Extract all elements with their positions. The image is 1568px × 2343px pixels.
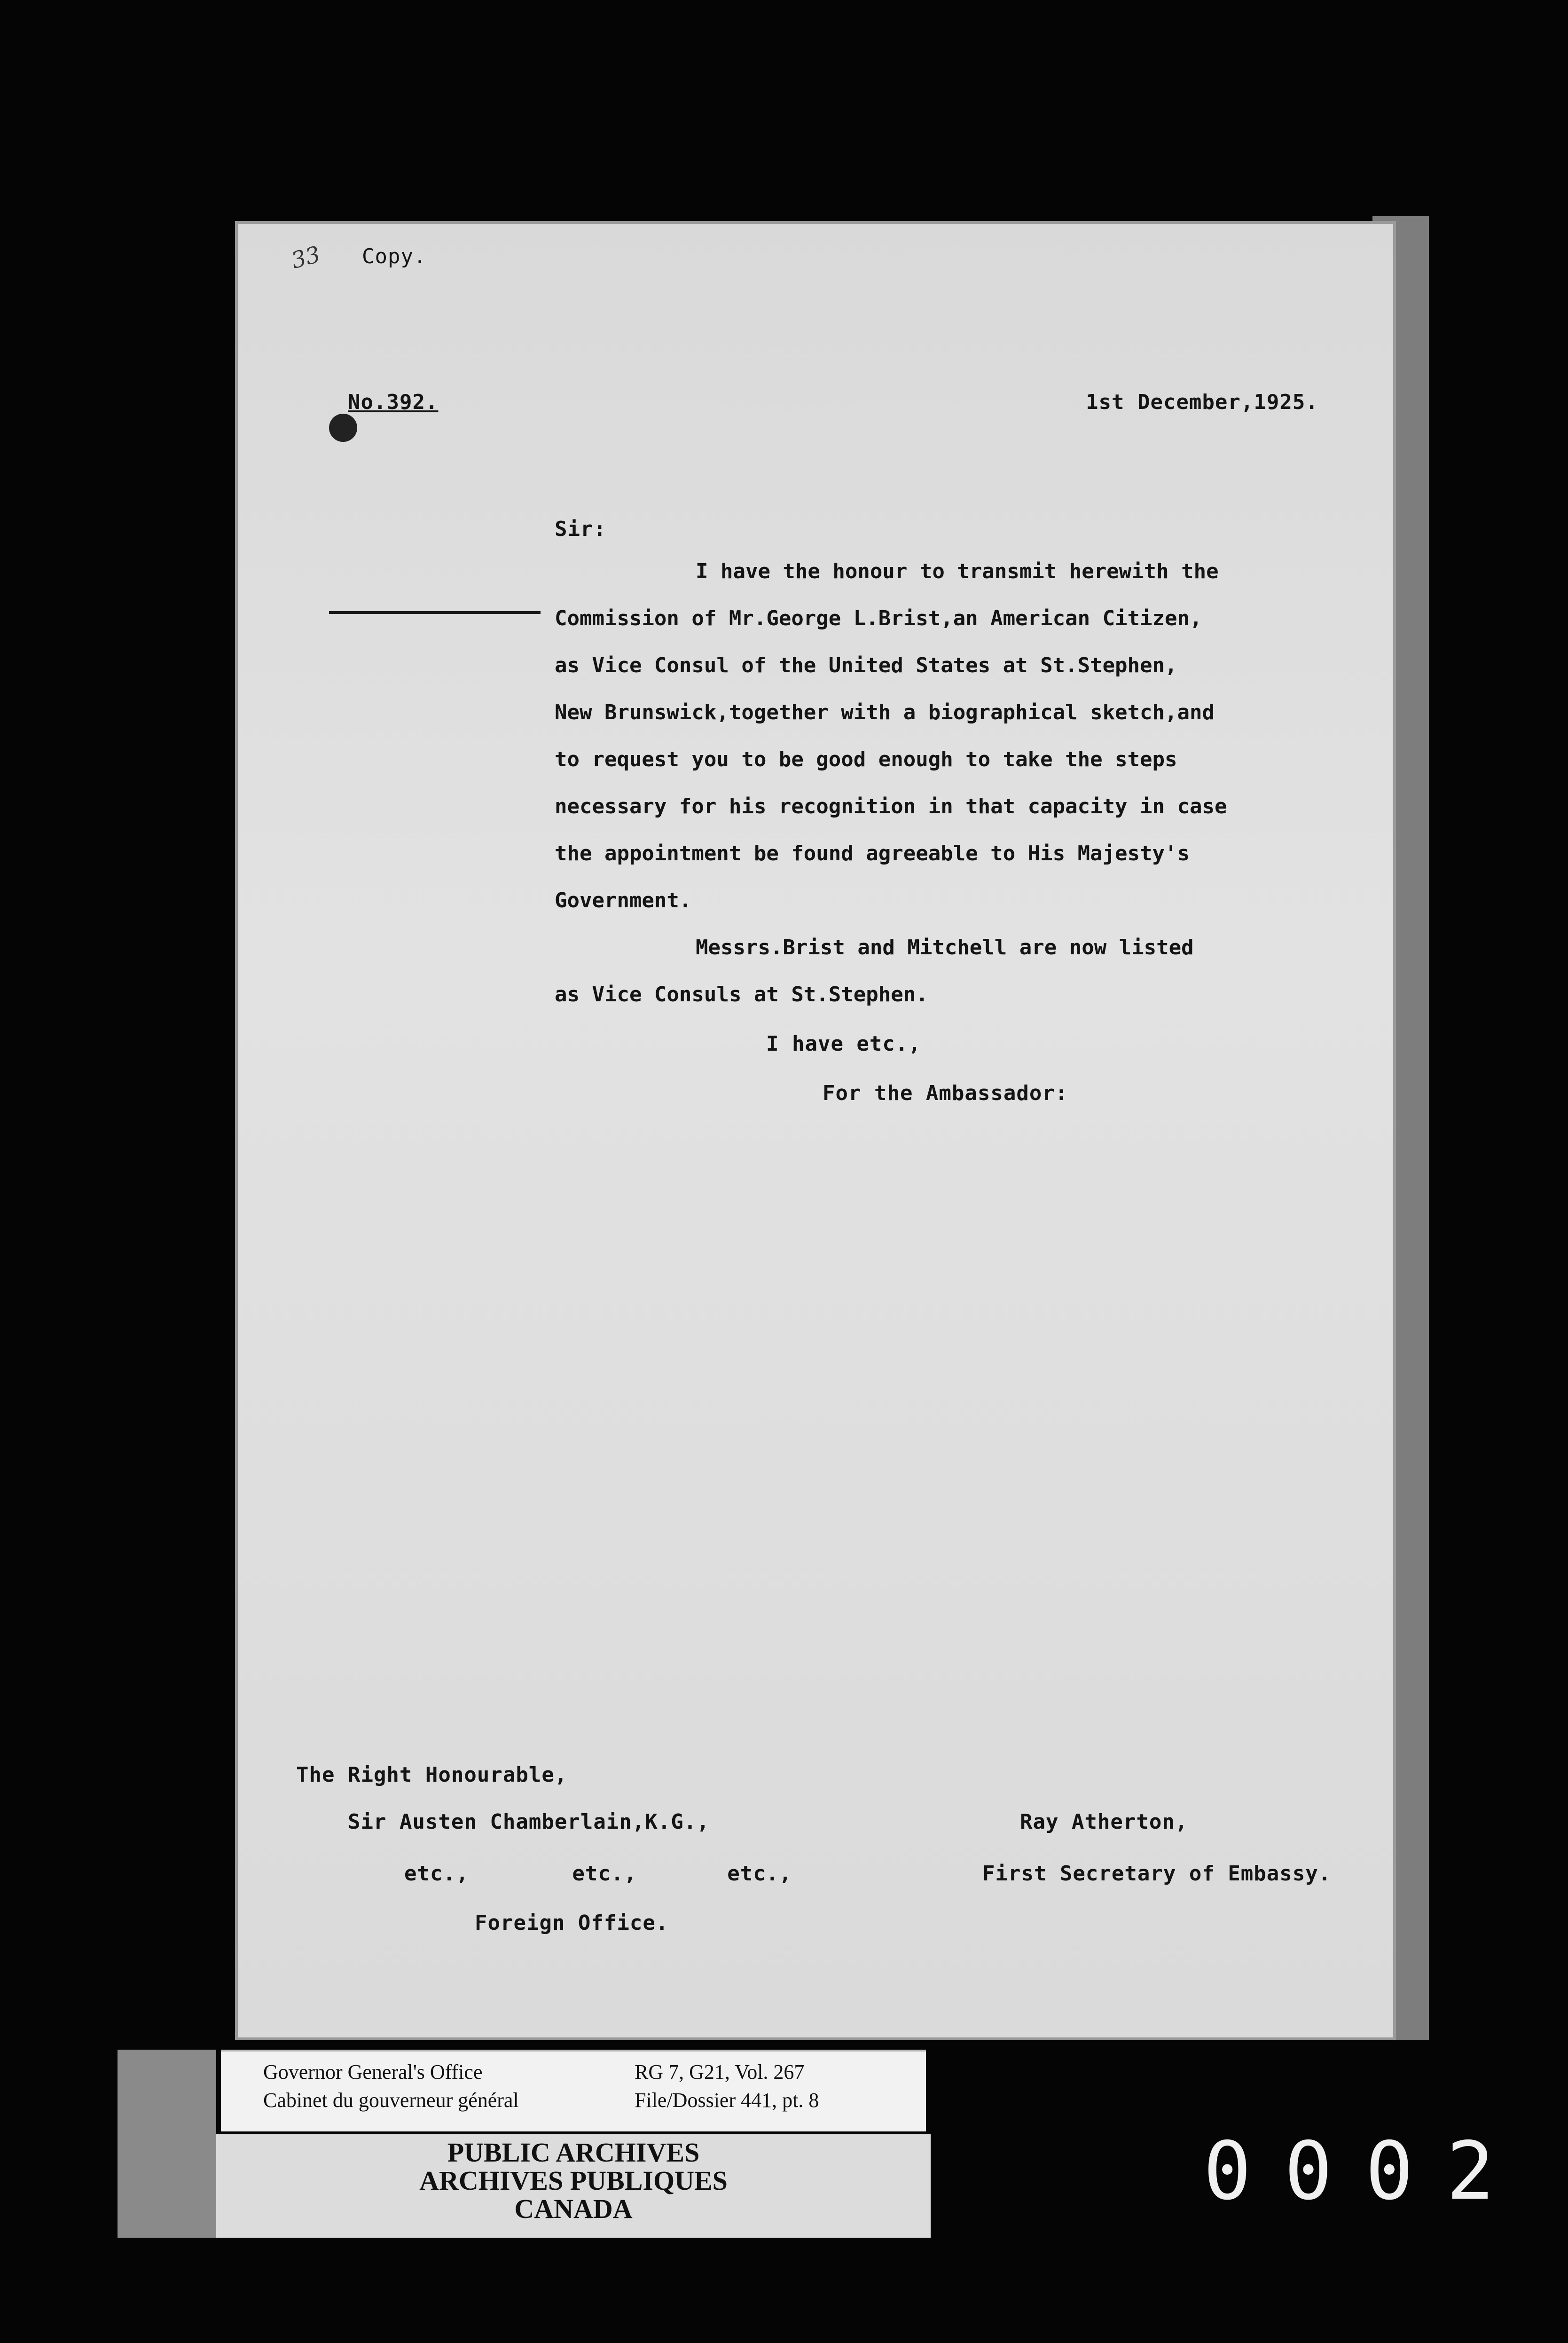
addressee-line: Sir Austen Chamberlain,K.G., xyxy=(348,1810,710,1834)
corner-pencil-note: 33 xyxy=(288,241,323,274)
punch-hole xyxy=(329,414,357,442)
archive-reference-label xyxy=(221,2050,926,2131)
margin-rule xyxy=(329,611,541,614)
closing: I have etc., xyxy=(766,1032,921,1056)
office-french: Cabinet du gouverneur général xyxy=(263,2089,519,2112)
body-line: necessary for his recognition in that capacity in case xyxy=(555,794,1227,818)
body-line: Commission of Mr.George L.Brist,an American Citizen, xyxy=(555,606,1202,630)
addressee-line: Foreign Office. xyxy=(475,1911,669,1935)
document-date: 1st December,1925. xyxy=(1086,390,1318,414)
stamp-line: PUBLIC ARCHIVES xyxy=(447,2137,700,2168)
office-english: Governor General's Office xyxy=(263,2060,483,2084)
addressee-line: etc., etc., etc., xyxy=(404,1862,792,1886)
stamp-line: CANADA xyxy=(514,2194,633,2224)
record-group-reference: RG 7, G21, Vol. 267 xyxy=(635,2060,805,2084)
stamp-line: ARCHIVES PUBLIQUES xyxy=(419,2165,728,2196)
body-line: New Brunswick,together with a biographical sketch,and xyxy=(555,700,1215,724)
body-line: as Vice Consul of the United States at St.Stephen, xyxy=(555,653,1177,677)
document-number: No.392. xyxy=(348,390,439,414)
signatory-title: First Secretary of Embassy. xyxy=(982,1862,1332,1886)
salutation: Sir: xyxy=(555,517,606,541)
signatory-name: Ray Atherton, xyxy=(1020,1810,1188,1834)
copy-label: Copy. xyxy=(362,244,427,268)
public-archives-stamp xyxy=(216,2134,931,2238)
body-line: I have the honour to transmit herewith the xyxy=(696,559,1219,583)
film-margin-shadow xyxy=(118,2050,216,2238)
closing-for: For the Ambassador: xyxy=(823,1081,1068,1105)
frame-number: 0002 xyxy=(1203,2125,1528,2218)
addressee-line: The Right Honourable, xyxy=(296,1763,568,1787)
body-line: as Vice Consuls at St.Stephen. xyxy=(555,983,928,1006)
body-line: to request you to be good enough to take the steps xyxy=(555,747,1177,771)
file-reference: File/Dossier 441, pt. 8 xyxy=(635,2089,819,2112)
body-line: Government. xyxy=(555,888,692,912)
body-line: Messrs.Brist and Mitchell are now listed xyxy=(696,936,1194,959)
body-line: the appointment be found agreeable to His Majesty's xyxy=(555,841,1190,865)
